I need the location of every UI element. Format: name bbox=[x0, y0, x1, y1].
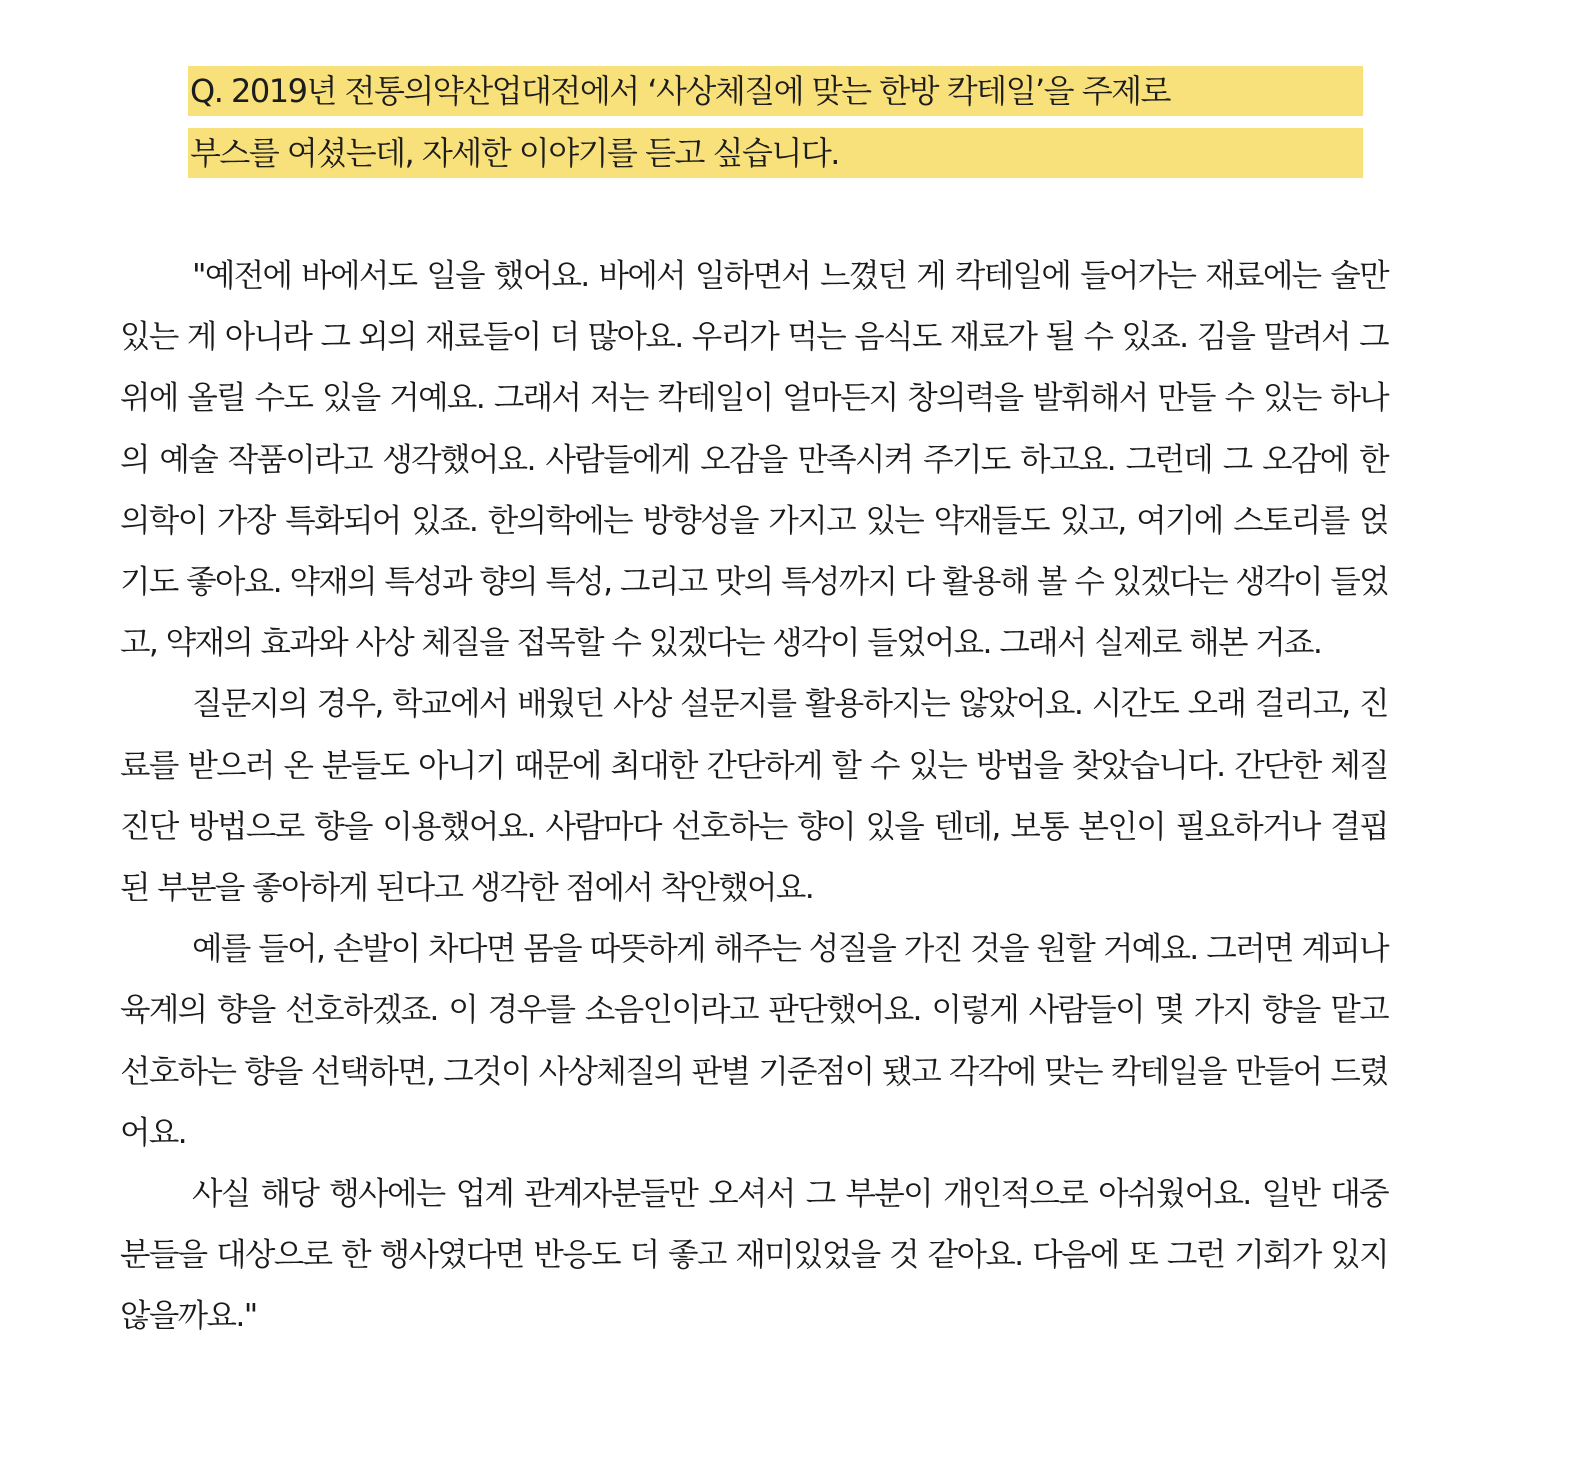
question-line-2: 부스를 여셨는데, 자세한 이야기를 듣고 싶습니다. bbox=[188, 128, 1363, 178]
answer-paragraph-2: 질문지의 경우, 학교에서 배웠던 사상 설문지를 활용하지는 않았어요. 시간도 오래 걸리고, 진료를 받으러 온 분들도 아니기 때문에 최대한 간단하게 할 수 있는 방법을 찾았습니다. 간단한 체질 진단 방법으로 향을 이용했어요. 사람마다 선호하는 향이 있을 텐데, 보통 본인이 필요하거나 결핍된 부분을 좋아하게 된다고 생각한 점에서 착안했어요. bbox=[120, 686, 1388, 907]
answer-body bbox=[120, 246, 1388, 1348]
answer-paragraph-4: 사실 해당 행사에는 업계 관계자분들만 오셔서 그 부분이 개인적으로 아쉬웠어요. 일반 대중분들을 대상으로 한 행사였다면 반응도 더 좋고 재미있었을 것 같아요. 다음에 또 그런 기회가 있지 않을까요." bbox=[120, 1176, 1388, 1335]
answer-paragraph-3: 예를 들어, 손발이 차다면 몸을 따뜻하게 해주는 성질을 가진 것을 원할 거예요. 그러면 계피나 육계의 향을 선호하겠죠. 이 경우를 소음인이라고 판단했어요. 이렇게 사람들이 몇 가지 향을 맡고 선호하는 향을 선택하면, 그것이 사상체질의 판별 기준점이 됐고 각각에 맞는 칵테일을 만들어 드렸어요. bbox=[120, 931, 1388, 1151]
question-block bbox=[188, 66, 1363, 190]
answer-paragraph-1: "예전에 바에서도 일을 했어요. 바에서 일하면서 느꼈던 게 칵테일에 들어가는 재료에는 술만 있는 게 아니라 그 외의 재료들이 더 많아요. 우리가 먹는 음식도 재료가 될 수 있죠. 김을 말려서 그 위에 올릴 수도 있을 거예요. 그래서 저는 칵테일이 얼마든지 창의력을 발휘해서 만들 수 있는 하나의 예술 작품이라고 생각했어요. 사람들에게 오감을 만족시켜 주기도 하고요. 그런데 그 오감에 한의학이 가장 특화되어 있죠. 한의학에는 방향성을 가지고 있는 약재들도 있고, 여기에 스토리를 얹기도 좋아요. 약재의 특성과 향의 특성, 그리고 맛의 특성까지 다 활용해 볼 수 있겠다는 생각이 들었고, 약재의 효과와 사상 체질을 접목할 수 있겠다는 생각이 들었어요. 그래서 실제로 해본 거죠. bbox=[120, 258, 1388, 662]
question-line-1: Q. 2019년 전통의약산업대전에서 ‘사상체질에 맞는 한방 칵테일’을 주제로 bbox=[188, 66, 1363, 116]
